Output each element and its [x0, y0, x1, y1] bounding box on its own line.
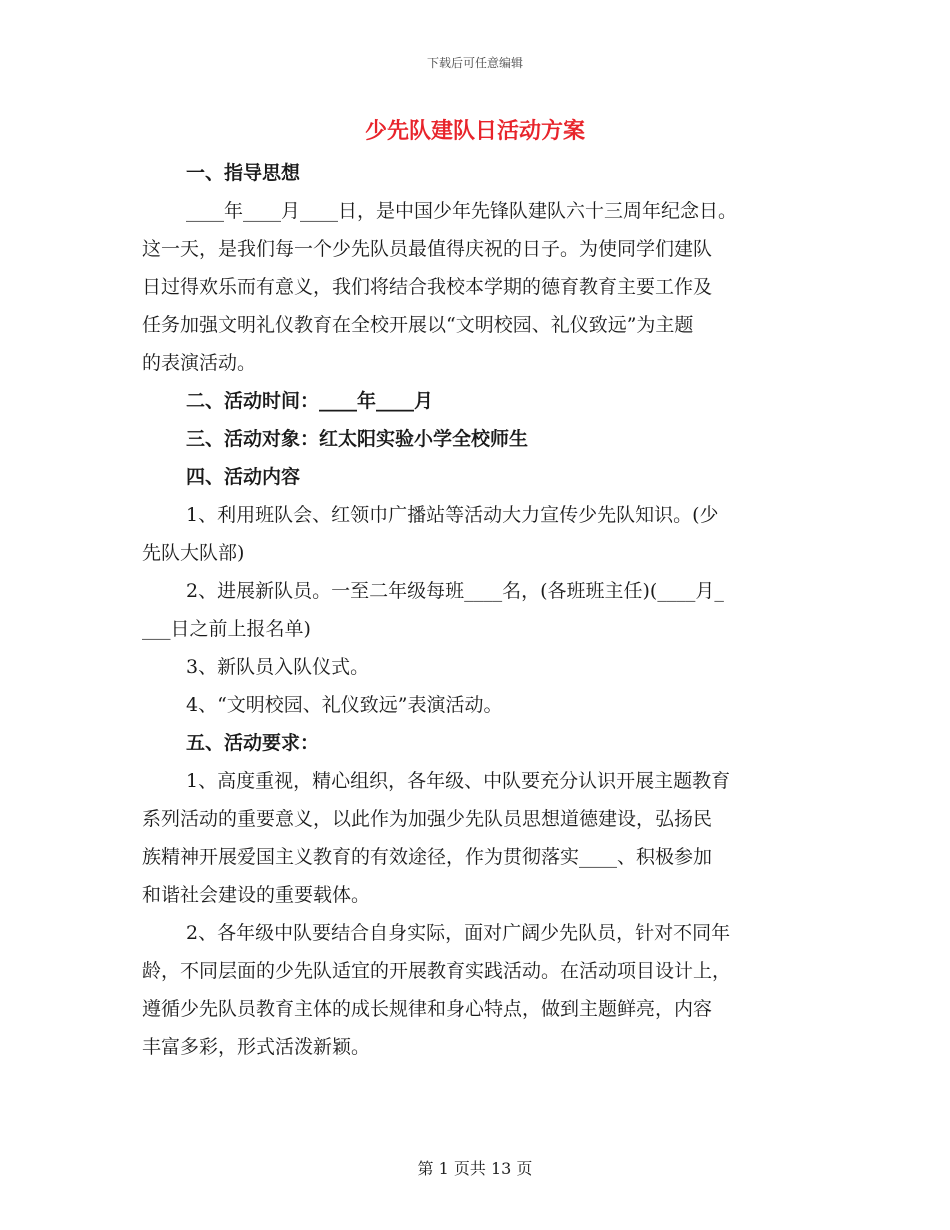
- paragraph-line: 族精神开展爱国主义教育的有效途径，作为贯彻落实____、积极参加: [142, 846, 713, 868]
- paragraph-line: 龄，不同层面的少先队适宜的开展教育实践活动。在活动项目设计上，: [142, 960, 732, 982]
- paragraph-line: 日过得欢乐而有意义，我们将结合我校本学期的德育教育主要工作及: [142, 276, 713, 298]
- paragraph-line: 1、高度重视，精心组织，各年级、中队要充分认识开展主题教育: [186, 770, 731, 792]
- list-item-line: 4、“文明校园、礼仪致远”表演活动。: [186, 694, 503, 716]
- paragraph-line: 2、各年级中队要结合自身实际，面对广阔少先队员，针对不同年: [186, 922, 731, 944]
- list-item-line: 1、利用班队会、红领巾广播站等活动大力宣传少先队知识。(少: [186, 504, 719, 526]
- page-footer: 第 1 页共 13 页: [417, 1159, 533, 1178]
- list-item-line: 2、进展新队员。一至二年级每班____名，(各班班主任)(____月_: [186, 580, 724, 602]
- paragraph-line: 任务加强文明礼仪教育在全校开展以“文明校园、礼仪致远”为主题: [142, 314, 694, 336]
- paragraph-line: 丰富多彩，形式活泼新颖。: [142, 1036, 371, 1058]
- section-heading-activity-content: 四、活动内容: [186, 466, 301, 488]
- list-item-line: ___日之前上报名单): [142, 618, 311, 640]
- section-heading-requirements: 五、活动要求：: [186, 732, 320, 754]
- section-heading-activity-time: 二、活动时间：____年____月: [186, 390, 434, 412]
- paragraph-line: 的表演活动。: [142, 352, 257, 374]
- paragraph-line: 遵循少先队员教育主体的成长规律和身心特点，做到主题鲜亮，内容: [142, 998, 713, 1020]
- document-title: 少先队建队日活动方案: [364, 119, 585, 144]
- paragraph-line: 和谐社会建设的重要载体。: [142, 884, 371, 906]
- paragraph-line: 这一天，是我们每一个少先队员最值得庆祝的日子。为使同学们建队: [142, 238, 713, 260]
- section-heading-activity-target: 三、活动对象：红太阳实验小学全校师生: [186, 428, 529, 450]
- paragraph-line: ____年____月____日，是中国少年先锋队建队六十三周年纪念日。: [186, 200, 738, 222]
- list-item-line: 先队大队部): [142, 542, 245, 564]
- paragraph-line: 系列活动的重要意义，以此作为加强少先队员思想道德建设，弘扬民: [142, 808, 713, 830]
- page-header: 下载后可任意编辑: [426, 56, 523, 70]
- document-body: [142, 154, 808, 1066]
- section-heading-guiding-ideology: 一、指导思想: [186, 162, 301, 184]
- list-item-line: 3、新队员入队仪式。: [186, 656, 370, 678]
